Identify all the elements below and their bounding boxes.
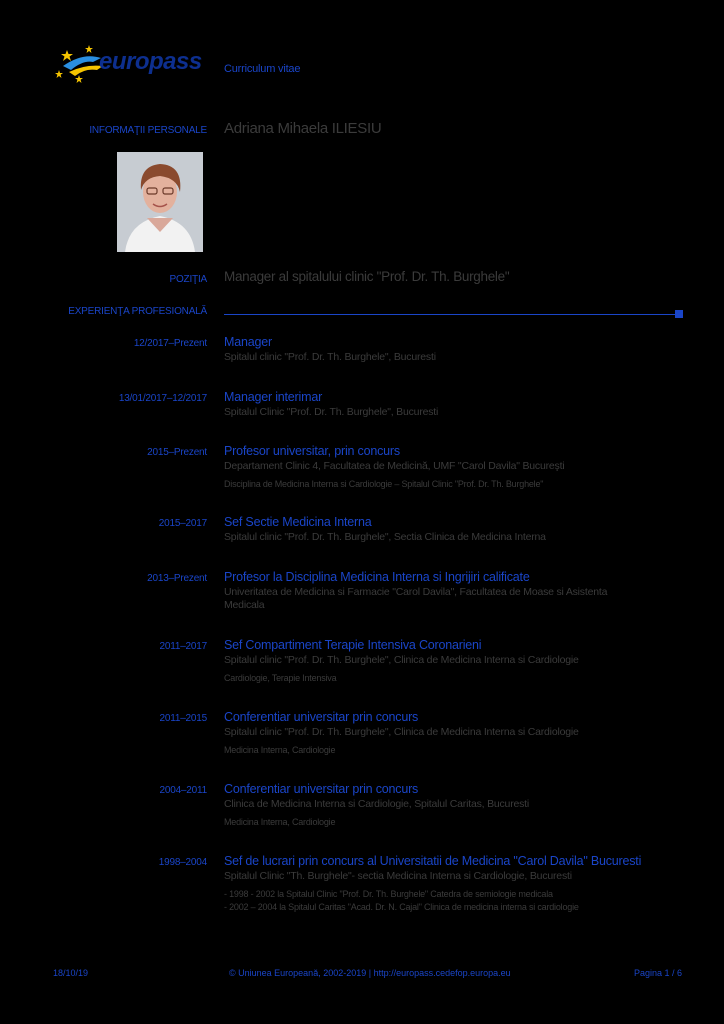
- entry-note: Medicina Interna, Cardiologie: [224, 745, 336, 755]
- entry-title: Manager interimar: [224, 390, 323, 404]
- entry-note: Cardiologie, Terapie Intensiva: [224, 673, 337, 683]
- entry-date: 2015–2017: [158, 518, 207, 529]
- entry-line: Clinica de Medicina Interna si Cardiologie, Spitalul Caritas, Bucuresti: [224, 798, 530, 810]
- entry-date: 2011–2015: [159, 713, 207, 724]
- europass-logo-text: europass: [99, 48, 202, 75]
- experience-entry: [224, 638, 684, 683]
- experience-entry: [224, 390, 684, 419]
- entry-line: Departament Clinic 4, Facultatea de Medicină, UMF "Carol Davila" Bucureşti: [224, 460, 565, 472]
- profile-photo: [117, 152, 203, 252]
- footer-date: 18/10/19: [53, 968, 89, 978]
- footer-page-number: Pagina 1 / 6: [633, 968, 682, 978]
- entry-note: Medicina Interna, Cardiologie: [224, 817, 336, 827]
- entry-date: 2011–2017: [159, 641, 207, 652]
- europass-logo: [53, 42, 213, 86]
- entry-date: 1998–2004: [158, 857, 207, 868]
- entry-title: Conferentiar universitar prin concurs: [224, 782, 419, 796]
- position-value: Manager al spitalului clinic "Prof. Dr. Th. Burghele": [224, 269, 510, 284]
- experience-entry: [224, 854, 684, 912]
- entry-date: 12/2017–Prezent: [133, 338, 207, 349]
- document-title: Curriculum vitae: [224, 63, 301, 75]
- entry-date: 2015–Prezent: [147, 447, 207, 458]
- entry-line: Medicala: [224, 599, 265, 611]
- entry-title: Profesor universitar, prin concurs: [224, 444, 400, 458]
- entry-line: Spitalul Clinic "Th. Burghele"- sectia Medicina Interna si Cardiologie, Bucuresti: [224, 870, 572, 882]
- entry-date: 2004–2011: [159, 785, 207, 796]
- entry-note: - 2002 – 2004 la Spitalul Caritas "Acad. Dr. N. Cajal" Clinica de medicina interna si cardiologie: [224, 902, 579, 912]
- personal-info-label: INFORMAŢII PERSONALE: [89, 125, 207, 136]
- divider-end-block: [675, 310, 683, 318]
- entry-line: Spitalul clinic "Prof. Dr. Th. Burghele", Sectia Clinica de Medicina Interna: [224, 531, 546, 543]
- entry-date: 13/01/2017–12/2017: [118, 393, 207, 404]
- entry-title: Manager: [224, 335, 272, 349]
- entry-date: 2013–Prezent: [147, 573, 207, 584]
- entry-line: Spitalul Clinic "Prof. Dr. Th. Burghele", Bucuresti: [224, 406, 439, 418]
- experience-entry: [224, 782, 684, 827]
- entry-line: Spitalul clinic "Prof. Dr. Th. Burghele", Bucuresti: [224, 351, 436, 363]
- entry-line: Spitalul clinic "Prof. Dr. Th. Burghele", Clinica de Medicina Interna si Cardiologie: [224, 726, 579, 738]
- experience-entry: [224, 710, 684, 755]
- entry-line: Univeritatea de Medicina si Farmacie "Carol Davila", Facultatea de Moase si Asistenta: [224, 586, 608, 598]
- entry-title: Sef Compartiment Terapie Intensiva Coronarieni: [224, 638, 482, 652]
- entry-title: Conferentiar universitar prin concurs: [224, 710, 419, 724]
- entry-note: Disciplina de Medicina Interna si Cardiologie – Spitalul Clinic "Prof. Dr. Th. Burghele": [224, 479, 544, 489]
- position-label: POZIŢIA: [169, 274, 207, 285]
- entry-title: Sef de lucrari prin concurs al Universitatii de Medicina "Carol Davila" Bucuresti: [224, 854, 642, 868]
- section-divider: [224, 314, 676, 315]
- entry-note: - 1998 - 2002 la Spitalul Clinic "Prof. Dr. Th. Burghele" Catedra de semiologie medicala: [224, 889, 553, 899]
- person-name: Adriana Mihaela ILIESIU: [224, 120, 382, 137]
- cv-page: [53, 42, 683, 960]
- experience-label: EXPERIENŢA PROFESIONALĂ: [68, 306, 207, 317]
- footer-copyright-link[interactable]: © Uniunea Europeană, 2002-2019 | http://europass.cedefop.europa.eu: [229, 968, 511, 978]
- experience-entry: [224, 515, 684, 544]
- entry-title: Sef Sectie Medicina Interna: [224, 515, 372, 529]
- experience-entry: [224, 444, 684, 489]
- entry-title: Profesor la Disciplina Medicina Interna si Ingrijiri calificate: [224, 570, 530, 584]
- experience-entry: [224, 335, 684, 364]
- experience-entry: [224, 570, 684, 612]
- entry-line: Spitalul clinic "Prof. Dr. Th. Burghele", Clinica de Medicina Interna si Cardiologie: [224, 654, 579, 666]
